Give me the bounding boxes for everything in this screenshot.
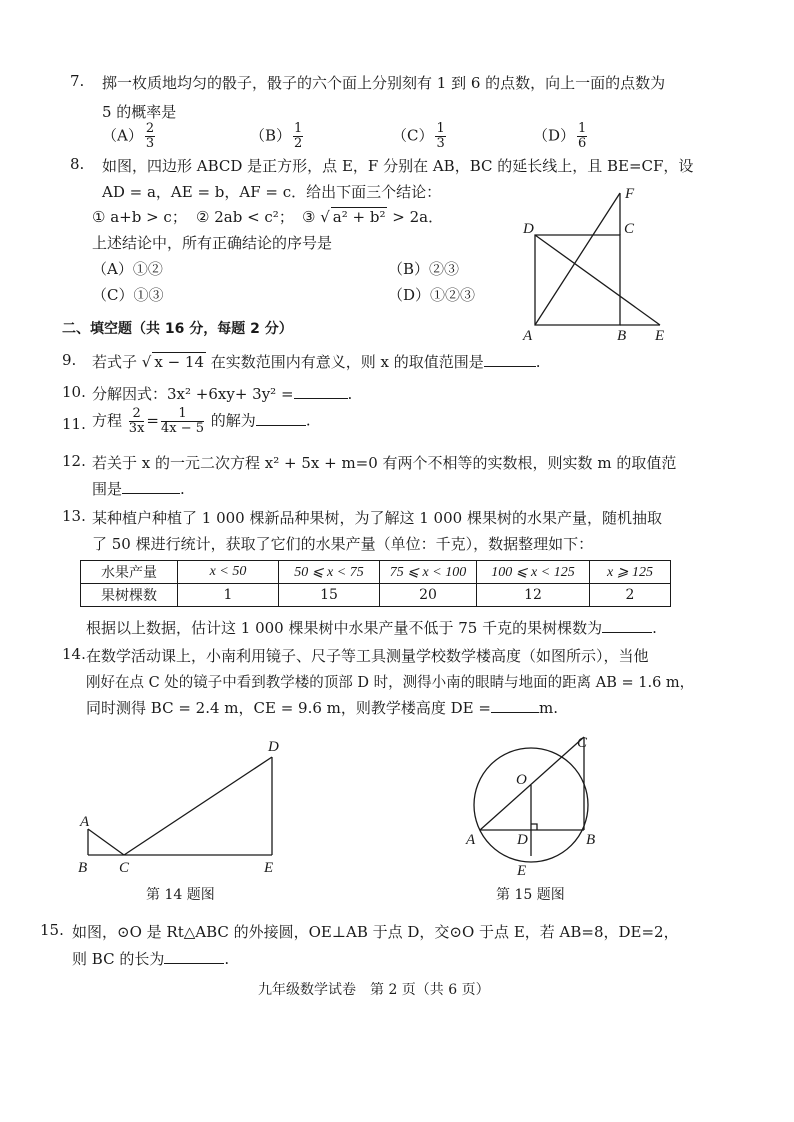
answer-blank[interactable]: [256, 425, 306, 426]
table-cell: 100 ⩽ x < 125: [477, 561, 590, 584]
q7-option-d: [533, 122, 589, 151]
q7-text-line1: 掷一枚质地均匀的骰子，骰子的六个面上分别刻有 1 到 6 的点数，向上一面的点数为: [102, 74, 666, 92]
fraction: $\frac{1}{2}$: [294, 121, 303, 151]
label-a: A: [523, 328, 533, 344]
segment-af: [535, 193, 620, 325]
q12-number: 12.: [62, 452, 86, 470]
answer-blank[interactable]: [491, 712, 539, 713]
q8-figure: [515, 180, 675, 345]
answer-blank[interactable]: [602, 632, 652, 633]
table-cell: 50 ⩽ x < 75: [279, 561, 380, 584]
q8-number: 8.: [70, 155, 85, 173]
segment-de: [535, 235, 660, 325]
table-cell: 水果产量: [81, 561, 178, 584]
table-cell: 15: [279, 584, 380, 607]
answer-blank[interactable]: [164, 963, 224, 964]
label-c: C: [577, 735, 588, 751]
q7-number: 7.: [70, 72, 85, 90]
q11-number: 11.: [62, 415, 86, 433]
label-b: B: [617, 328, 627, 344]
option-label: （C）: [392, 126, 434, 145]
table-cell: x < 50: [178, 561, 279, 584]
q15-text-line1: 如图，⊙O 是 Rt△ABC 的外接圆，OE⊥AB 于点 D，交⊙O 于点 E，若 AB=8，DE=2，: [72, 923, 679, 941]
label-e: E: [517, 863, 527, 879]
q8-conclusion-1: ① a+b > c；: [92, 208, 187, 226]
q9-number: 9.: [62, 351, 77, 369]
answer-blank[interactable]: [122, 493, 180, 494]
square-abcd: [535, 235, 620, 325]
option-label: （D）: [533, 126, 576, 145]
q14-text-line2: 刚好在点 C 处的镜子中看到教学楼的顶部 D 时，测得小南的眼睛与地面的距离 AB = 1.6 m，: [86, 675, 695, 691]
section-heading: 二、填空题（共 16 分，每题 2 分）: [62, 321, 293, 337]
q12-text-line1: 若关于 x 的一元二次方程 x² + 5x + m=0 有两个不相等的实数根，则实数 m 的取值范: [92, 454, 677, 472]
q15-text-line2: 则 BC 的长为 .: [72, 950, 230, 968]
label-o: O: [516, 772, 527, 788]
q7-option-c: [392, 122, 448, 151]
q7-option-a: [102, 122, 157, 151]
table-cell: 20: [380, 584, 477, 607]
q8-text-line4: 上述结论中，所有正确结论的序号是: [92, 234, 333, 252]
q15-number: 15.: [40, 921, 64, 939]
label-d: D: [523, 221, 534, 237]
table-cell: 2: [590, 584, 671, 607]
segment-ac: [480, 737, 584, 830]
label-c: C: [119, 860, 130, 876]
label-c: C: [624, 221, 635, 237]
q13-text-line3: 根据以上数据，估计这 1 000 棵果树中水果产量不低于 75 千克的果树棵数为 .: [86, 619, 657, 637]
q12-text-line2: 围是 .: [92, 480, 185, 498]
q8-option-b: （B）②③: [388, 260, 460, 278]
q14-caption: 第 14 题图: [146, 887, 215, 903]
q14-text-line1: 在数学活动课上，小南利用镜子、尺子等工具测量学校数学楼高度（如图所示），当他: [86, 647, 649, 665]
label-d: D: [268, 739, 279, 755]
q10-text: 分解因式：3x² +6xy+ 3y² = .: [92, 385, 353, 403]
table-cell: 75 ⩽ x < 100: [380, 561, 477, 584]
label-e: E: [655, 328, 665, 344]
q13-number: 13.: [62, 507, 86, 525]
label-d: D: [517, 832, 528, 848]
q14-number: 14.: [62, 645, 86, 663]
q11-text: 方程 $\frac{2}{3x}$ = $\frac{1}{4x - 5}$ 的解为 .: [92, 406, 311, 436]
option-label: （A）: [102, 126, 143, 145]
q9-text: 若式子 √ x − 14 在实数范围内有意义，则 x 的取值范围是 .: [92, 353, 541, 371]
q8-conclusion-3: ③ √ a² + b² > 2a．: [302, 208, 444, 226]
q7-text-line2: 5 的概率是: [102, 103, 177, 121]
fraction: $\frac{1}{3}$: [436, 121, 445, 151]
q8-conclusion-2: ② 2ab < c²；: [196, 208, 294, 226]
q13-text-line2: 了 50 棵进行统计，获取了它们的水果产量（单位：千克），数据整理如下：: [92, 535, 594, 553]
q10-number: 10.: [62, 383, 86, 401]
radicand: a² + b²: [332, 208, 386, 226]
q8-option-a: （A）①②: [92, 260, 163, 278]
q15-caption: 第 15 题图: [496, 887, 565, 903]
right-angle-mark: [531, 824, 537, 830]
table-cell: 果树棵数: [81, 584, 178, 607]
fraction: $\frac{2}{3x}$: [128, 406, 145, 436]
table-cell: x ⩾ 125: [590, 561, 671, 584]
q8-text-line1: 如图，四边形 ABCD 是正方形，点 E，F 分别在 AB，BC 的延长线上，且 BE=CF，设: [102, 157, 694, 175]
label-a: A: [466, 832, 476, 848]
label-b: B: [78, 860, 88, 876]
q8-option-c: （C）①③: [92, 286, 164, 304]
q14-figure: [70, 735, 290, 880]
q7-option-b: [250, 122, 305, 151]
table-row: [81, 561, 671, 584]
q13-data-table: [80, 560, 671, 607]
answer-blank[interactable]: [294, 398, 348, 399]
table-cell: 1: [178, 584, 279, 607]
label-e: E: [264, 860, 274, 876]
radicand: x − 14: [154, 353, 204, 371]
page-footer: 九年级数学试卷 第 2 页（共 6 页）: [258, 982, 490, 998]
table-cell: 12: [477, 584, 590, 607]
option-label: （B）: [250, 126, 292, 145]
fraction: $\frac{1}{6}$: [578, 121, 587, 151]
answer-blank[interactable]: [484, 366, 536, 367]
q15-figure: [450, 725, 620, 885]
fraction: $\frac{1}{4x - 5}$: [160, 406, 205, 436]
label-f: F: [625, 186, 635, 202]
q14-text-line3: 同时测得 BC = 2.4 m，CE = 9.6 m，则教学楼高度 DE = m.: [86, 699, 558, 717]
table-row: [81, 584, 671, 607]
label-b: B: [586, 832, 596, 848]
q8-option-d: （D）①②③: [388, 286, 476, 304]
fraction: $\frac{2}{3}$: [145, 121, 155, 151]
segment-cd: [124, 757, 272, 855]
q13-text-line1: 某种植户种植了 1 000 棵新品种果树，为了解这 1 000 棵果树的水果产量，随机抽取: [92, 509, 662, 527]
label-a: A: [80, 814, 90, 830]
segment-ac: [88, 829, 124, 855]
q8-text-line2: AD = a，AE = b，AF = c．给出下面三个结论：: [102, 183, 442, 201]
